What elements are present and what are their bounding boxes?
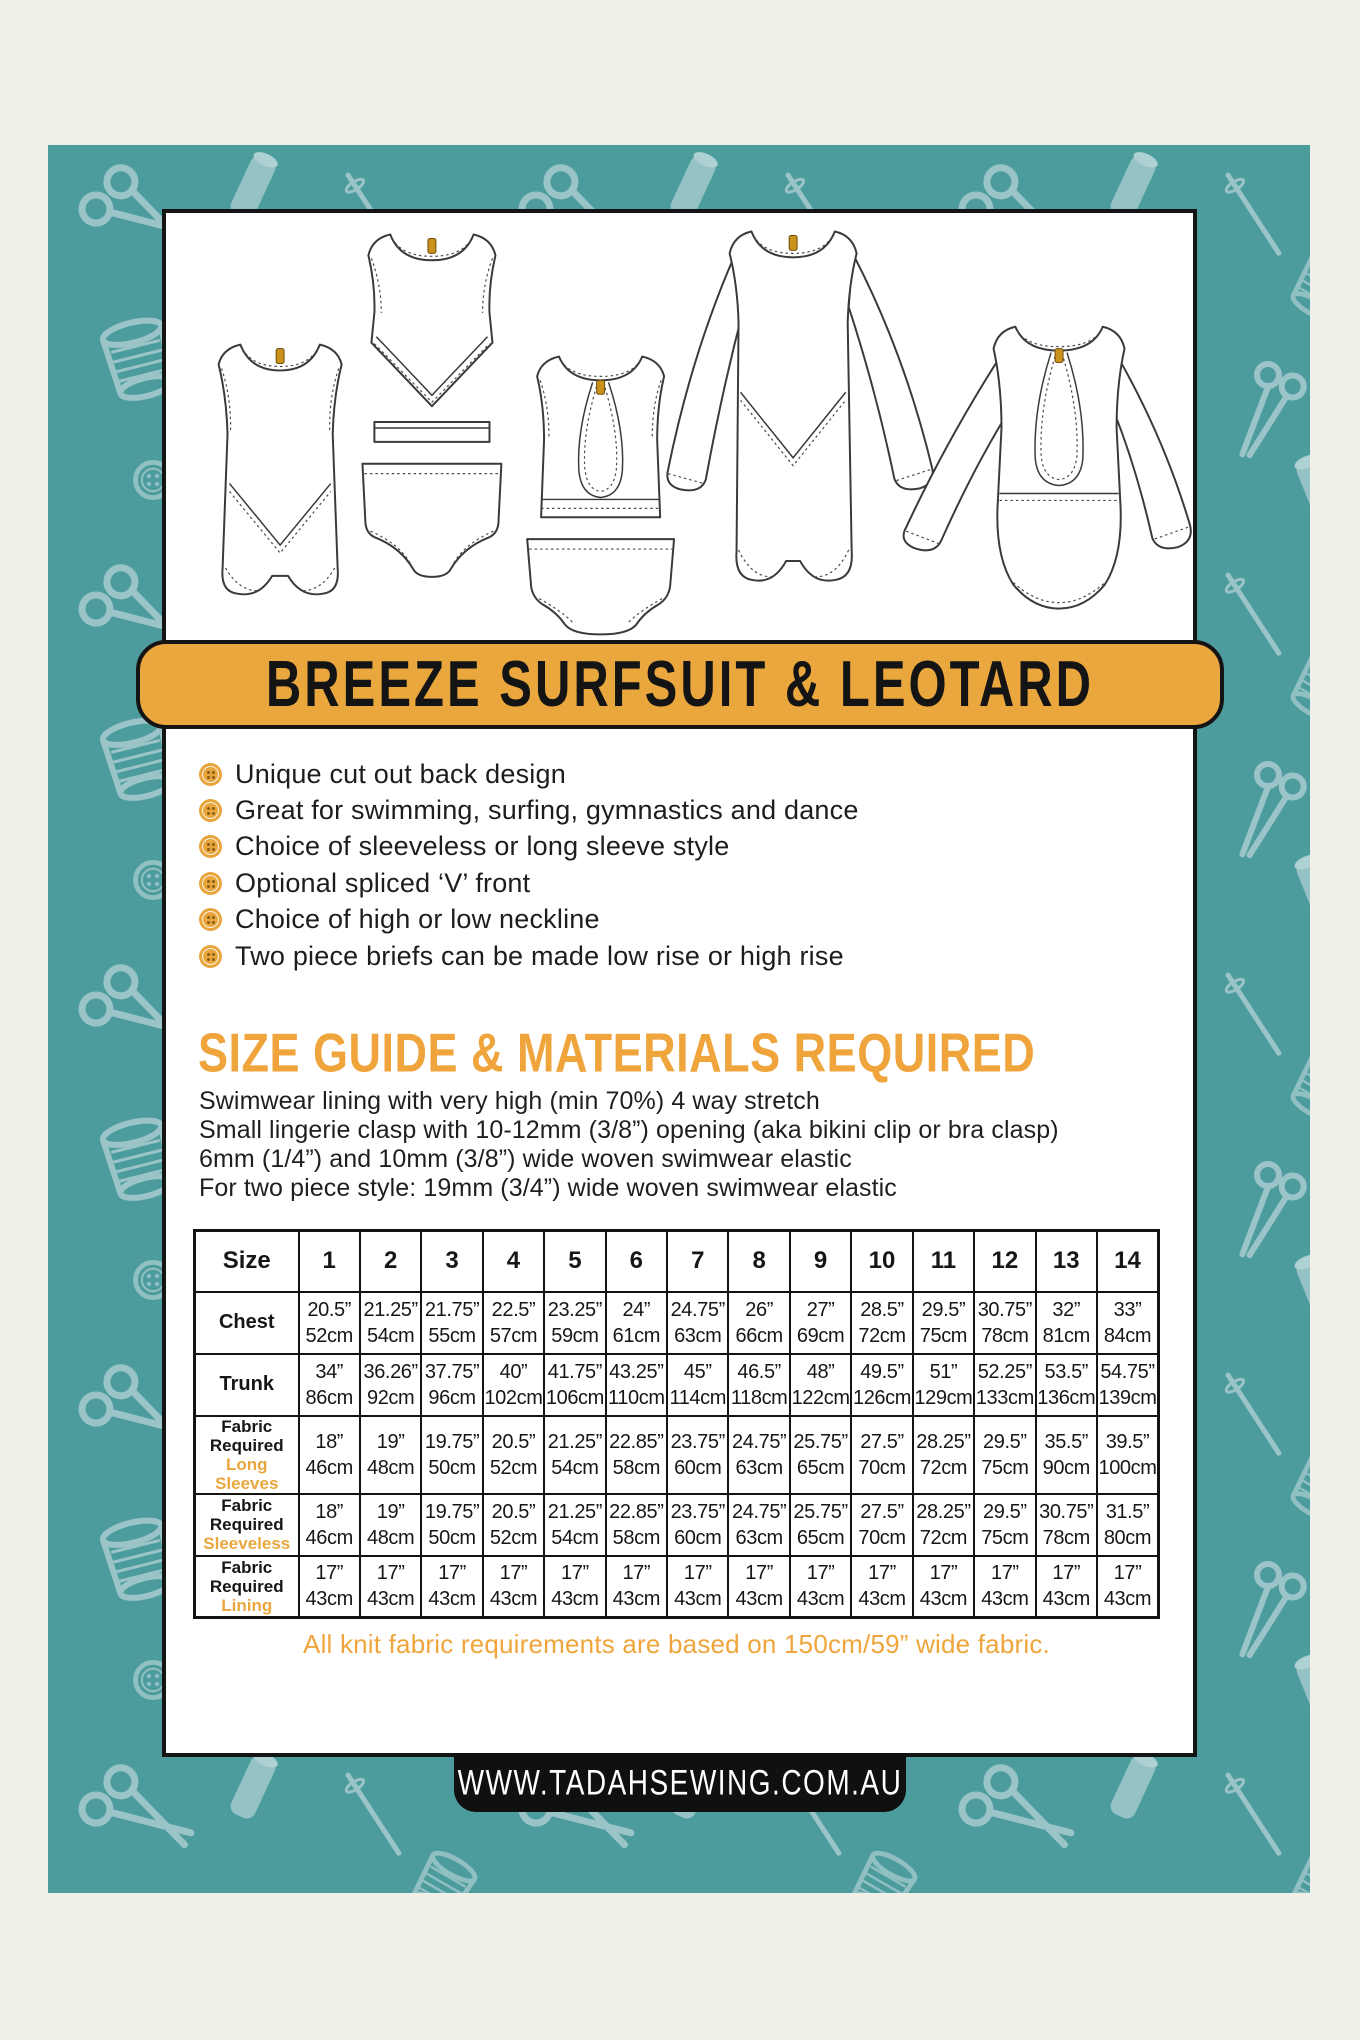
- website-url: WWW.TADAHSEWING.COM.AU: [457, 1762, 903, 1802]
- clasp-icon: [428, 238, 436, 253]
- table-cell: [728, 1292, 789, 1354]
- value-cm: 60cm: [674, 1456, 722, 1479]
- value-inches: 37.75”: [424, 1360, 480, 1383]
- value-cm: 57cm: [489, 1324, 538, 1347]
- value-cm: 43cm: [612, 1588, 660, 1611]
- value-inches: 25.75”: [793, 1430, 848, 1453]
- value-cm: 84cm: [1103, 1324, 1152, 1347]
- fabric-width-note: All knit fabric requirements are based on 150cm/59” wide fabric.: [303, 1629, 1050, 1659]
- table-cell: [360, 1494, 421, 1556]
- size-header-cell: 2: [360, 1231, 421, 1292]
- clasp-icon: [1055, 349, 1063, 363]
- size-guide-heading-text: SIZE GUIDE & MATERIALS REQUIRED: [198, 1021, 1036, 1084]
- size-guide-heading: [198, 1019, 1036, 1084]
- value-cm: 50cm: [428, 1456, 476, 1479]
- table-cell: [974, 1494, 1035, 1556]
- value-cm: 65cm: [796, 1526, 845, 1549]
- value-cm: 43cm: [428, 1588, 476, 1611]
- value-inches: 41.75”: [547, 1360, 603, 1383]
- table-cell: [974, 1354, 1035, 1416]
- value-inches: 17”: [929, 1562, 958, 1585]
- feature-list: [199, 756, 859, 974]
- drawing-crop-top-and-briefs-front: [362, 234, 501, 576]
- button-bullet-icon: [199, 835, 222, 858]
- feature-text: Choice of high or low neckline: [235, 904, 600, 935]
- value-inches: 17”: [438, 1562, 466, 1585]
- value-cm: 58cm: [612, 1456, 660, 1479]
- value-cm: 118cm: [730, 1386, 788, 1409]
- value-cm: 52cm: [489, 1456, 538, 1479]
- size-header-cell: 10: [851, 1231, 912, 1292]
- size-header-cell: 5: [544, 1231, 605, 1292]
- feature-item: [199, 865, 859, 901]
- value-inches: 21.75”: [424, 1298, 480, 1321]
- table-cell: [360, 1354, 421, 1416]
- feature-text: Optional spliced ‘V’ front: [235, 867, 531, 898]
- table-cell: [728, 1416, 789, 1494]
- value-cm: 86cm: [305, 1386, 353, 1409]
- value-cm: 55cm: [428, 1324, 476, 1347]
- value-cm: 43cm: [981, 1588, 1029, 1611]
- value-inches: 19”: [376, 1500, 405, 1523]
- garment-technical-drawings: [166, 215, 1193, 639]
- button-bullet-icon: [199, 799, 222, 822]
- value-inches: 17”: [806, 1562, 835, 1585]
- table-cell: [974, 1556, 1035, 1618]
- value-cm: 43cm: [858, 1588, 906, 1611]
- value-cm: 52cm: [305, 1324, 353, 1347]
- table-cell: [544, 1292, 605, 1354]
- value-cm: 52cm: [489, 1526, 538, 1549]
- table-cell: [790, 1292, 851, 1354]
- value-cm: 106cm: [545, 1386, 604, 1409]
- value-cm: 92cm: [366, 1386, 415, 1409]
- clasp-icon: [276, 349, 284, 364]
- value-inches: 19”: [376, 1430, 405, 1453]
- value-cm: 46cm: [305, 1456, 353, 1479]
- value-inches: 29.5”: [983, 1430, 1027, 1453]
- value-inches: 19.75”: [424, 1430, 480, 1453]
- content-card: [162, 209, 1197, 1757]
- table-cell: [667, 1354, 728, 1416]
- row-label: [195, 1494, 299, 1556]
- table-cell: [483, 1494, 544, 1556]
- materials-list: [199, 1087, 1059, 1203]
- table-cell: [1036, 1292, 1097, 1354]
- value-inches: 17”: [745, 1562, 774, 1585]
- table-row: [195, 1354, 1159, 1416]
- value-cm: 72cm: [919, 1456, 968, 1479]
- value-cm: 102cm: [484, 1386, 543, 1409]
- value-inches: 48”: [806, 1360, 835, 1383]
- table-cell: [667, 1556, 728, 1618]
- value-inches: 17”: [499, 1562, 528, 1585]
- table-cell: [483, 1292, 544, 1354]
- size-header-cell: 14: [1097, 1231, 1159, 1292]
- size-header-cell: 3: [421, 1231, 482, 1292]
- row-label-variant: Sleeveless: [203, 1534, 291, 1554]
- feature-item: [199, 792, 859, 828]
- value-cm: 72cm: [919, 1526, 968, 1549]
- table-cell: [299, 1292, 360, 1354]
- size-header-cell: 7: [667, 1231, 728, 1292]
- table-cell: [851, 1556, 912, 1618]
- value-cm: 48cm: [366, 1526, 415, 1549]
- value-inches: 30.75”: [977, 1298, 1032, 1321]
- row-label-text: Fabric Required: [209, 1557, 284, 1596]
- table-cell: [790, 1416, 851, 1494]
- value-cm: 69cm: [796, 1324, 845, 1347]
- value-inches: 45”: [683, 1360, 712, 1383]
- table-row: [195, 1292, 1159, 1354]
- value-inches: 24”: [622, 1298, 651, 1321]
- value-inches: 25.75”: [793, 1500, 848, 1523]
- value-cm: 50cm: [428, 1526, 476, 1549]
- row-label: [195, 1354, 299, 1416]
- row-label-variant: Lining: [221, 1595, 273, 1615]
- value-inches: 20.5”: [491, 1500, 536, 1523]
- table-cell: [1097, 1556, 1159, 1618]
- value-cm: 63cm: [735, 1456, 783, 1479]
- value-inches: 23.25”: [547, 1298, 603, 1321]
- table-cell: [606, 1292, 667, 1354]
- table-cell: [913, 1354, 974, 1416]
- value-cm: 70cm: [858, 1526, 906, 1549]
- value-inches: 46.5”: [737, 1360, 781, 1383]
- value-inches: 24.75”: [732, 1430, 787, 1453]
- value-inches: 17”: [376, 1562, 405, 1585]
- value-cm: 96cm: [428, 1386, 476, 1409]
- value-inches: 40”: [499, 1360, 528, 1383]
- table-cell: [544, 1556, 605, 1618]
- value-cm: 110cm: [608, 1386, 665, 1409]
- row-label-text: Chest: [218, 1311, 275, 1333]
- table-cell: [667, 1416, 728, 1494]
- value-cm: 81cm: [1042, 1324, 1090, 1347]
- table-cell: [728, 1494, 789, 1556]
- size-header-cell: 9: [790, 1231, 851, 1292]
- value-cm: 90cm: [1042, 1456, 1090, 1479]
- value-inches: 20.5”: [491, 1430, 536, 1453]
- value-inches: 22.85”: [609, 1500, 664, 1523]
- drawing-sleeveless-leotard-front: [219, 345, 342, 595]
- value-cm: 63cm: [735, 1526, 783, 1549]
- row-label: [195, 1416, 299, 1494]
- row-label: [195, 1292, 299, 1354]
- value-inches: 17”: [1052, 1562, 1081, 1585]
- materials-line: For two piece style: 19mm (3/4”) wide woven swimwear elastic: [199, 1174, 897, 1202]
- value-inches: 43.25”: [609, 1360, 664, 1383]
- table-cell: [1036, 1416, 1097, 1494]
- table-cell: [360, 1416, 421, 1494]
- table-cell: [667, 1292, 728, 1354]
- size-column-header: Size: [195, 1231, 299, 1292]
- table-cell: [299, 1354, 360, 1416]
- value-inches: 31.5”: [1105, 1500, 1150, 1523]
- table-cell: [483, 1416, 544, 1494]
- table-cell: [299, 1416, 360, 1494]
- size-header-cell: 1: [299, 1231, 360, 1292]
- table-cell: [790, 1494, 851, 1556]
- value-inches: 33”: [1113, 1298, 1142, 1321]
- value-inches: 27.5”: [860, 1430, 904, 1453]
- value-inches: 36.26”: [363, 1360, 418, 1383]
- table-cell: [913, 1292, 974, 1354]
- table-cell: [421, 1556, 482, 1618]
- value-cm: 80cm: [1103, 1526, 1152, 1549]
- table-row: [195, 1556, 1159, 1618]
- value-inches: 28.25”: [916, 1430, 971, 1453]
- row-label-text: Fabric Required: [209, 1496, 284, 1535]
- size-header-cell: 8: [728, 1231, 789, 1292]
- table-cell: [1036, 1354, 1097, 1416]
- button-bullet-icon: [199, 945, 222, 968]
- table-cell: [974, 1416, 1035, 1494]
- table-cell: [728, 1556, 789, 1618]
- drawing-long-sleeve-surfsuit-back: [904, 327, 1191, 609]
- title-banner: [136, 640, 1224, 729]
- feature-text: Unique cut out back design: [235, 758, 566, 789]
- table-cell: [421, 1494, 482, 1556]
- value-inches: 21.25”: [363, 1298, 418, 1321]
- table-cell: [974, 1292, 1035, 1354]
- value-inches: 24.75”: [732, 1500, 787, 1523]
- table-cell: [913, 1416, 974, 1494]
- value-cm: 66cm: [735, 1324, 783, 1347]
- value-inches: 29.5”: [921, 1298, 966, 1321]
- value-inches: 35.5”: [1044, 1430, 1089, 1453]
- drawing-back-top-keyhole-and-briefs-back: [527, 357, 674, 635]
- table-cell: [1097, 1416, 1159, 1494]
- value-cm: 75cm: [981, 1526, 1029, 1549]
- feature-text: Great for swimming, surfing, gymnastics and dance: [235, 795, 859, 826]
- value-cm: 114cm: [669, 1386, 727, 1409]
- table-cell: [1036, 1494, 1097, 1556]
- table-cell: [360, 1292, 421, 1354]
- table-cell: [544, 1416, 605, 1494]
- value-cm: 60cm: [674, 1526, 722, 1549]
- value-cm: 70cm: [858, 1456, 906, 1479]
- feature-item: [199, 756, 859, 792]
- value-inches: 17”: [868, 1562, 896, 1585]
- value-cm: 43cm: [796, 1588, 845, 1611]
- row-label-text: Fabric Required: [209, 1416, 284, 1455]
- value-cm: 75cm: [919, 1324, 968, 1347]
- value-inches: 28.5”: [860, 1298, 904, 1321]
- value-inches: 26”: [745, 1298, 774, 1321]
- table-cell: [851, 1354, 912, 1416]
- value-cm: 43cm: [735, 1588, 783, 1611]
- value-inches: 49.5”: [860, 1360, 904, 1383]
- table-cell: [299, 1494, 360, 1556]
- table-cell: [421, 1416, 482, 1494]
- value-cm: 100cm: [1098, 1456, 1157, 1479]
- table-cell: [667, 1494, 728, 1556]
- value-cm: 43cm: [919, 1588, 968, 1611]
- value-cm: 43cm: [305, 1588, 353, 1611]
- size-header-cell: 4: [483, 1231, 544, 1292]
- value-inches: 27”: [806, 1298, 835, 1321]
- value-inches: 34”: [315, 1360, 344, 1383]
- value-inches: 30.75”: [1039, 1500, 1094, 1523]
- table-cell: [606, 1354, 667, 1416]
- value-cm: 43cm: [551, 1588, 599, 1611]
- value-cm: 126cm: [852, 1386, 912, 1409]
- value-inches: 52.25”: [977, 1360, 1032, 1383]
- value-inches: 27.5”: [860, 1500, 904, 1523]
- table-cell: [851, 1494, 912, 1556]
- table-cell: [913, 1494, 974, 1556]
- value-cm: 133cm: [975, 1386, 1034, 1409]
- value-cm: 43cm: [1042, 1588, 1090, 1611]
- value-inches: 17”: [561, 1562, 589, 1585]
- row-label-text: Trunk: [219, 1373, 274, 1395]
- row-label: [195, 1556, 299, 1618]
- value-inches: 17”: [1113, 1562, 1142, 1585]
- value-cm: 75cm: [981, 1456, 1029, 1479]
- value-inches: 18”: [315, 1500, 344, 1523]
- value-cm: 122cm: [791, 1386, 850, 1409]
- value-cm: 61cm: [612, 1324, 660, 1347]
- table-cell: [421, 1292, 482, 1354]
- table-cell: [606, 1416, 667, 1494]
- value-inches: 17”: [315, 1562, 344, 1585]
- value-inches: 20.5”: [307, 1298, 351, 1321]
- value-cm: 65cm: [796, 1456, 845, 1479]
- value-inches: 29.5”: [983, 1500, 1027, 1523]
- table-cell: [606, 1494, 667, 1556]
- clasp-icon: [789, 235, 797, 250]
- drawing-long-sleeve-surfsuit-front: [667, 232, 932, 581]
- table-cell: [1097, 1354, 1159, 1416]
- table-cell: [544, 1494, 605, 1556]
- value-inches: 24.75”: [670, 1298, 725, 1321]
- feature-text: Choice of sleeveless or long sleeve style: [235, 831, 730, 862]
- value-cm: 43cm: [1103, 1588, 1152, 1611]
- value-inches: 32”: [1052, 1298, 1081, 1321]
- button-bullet-icon: [199, 763, 222, 786]
- value-inches: 54.75”: [1100, 1360, 1155, 1383]
- value-inches: 18”: [315, 1430, 344, 1453]
- value-cm: 72cm: [858, 1324, 906, 1347]
- feature-item: [199, 938, 859, 974]
- value-inches: 17”: [622, 1562, 651, 1585]
- size-header-cell: 6: [606, 1231, 667, 1292]
- size-header-cell: 13: [1036, 1231, 1097, 1292]
- table-row: [195, 1494, 1159, 1556]
- value-inches: 21.25”: [547, 1500, 603, 1523]
- pattern-title: BREEZE SURFSUIT & LEOTARD: [265, 648, 1095, 721]
- value-cm: 43cm: [674, 1588, 722, 1611]
- table-cell: [1097, 1292, 1159, 1354]
- table-cell: [299, 1556, 360, 1618]
- table-cell: [851, 1292, 912, 1354]
- clasp-icon: [597, 380, 605, 394]
- size-header-cell: 12: [974, 1231, 1035, 1292]
- table-row: [195, 1416, 1159, 1494]
- value-cm: 59cm: [551, 1324, 599, 1347]
- value-inches: 22.85”: [609, 1430, 664, 1453]
- value-cm: 78cm: [981, 1324, 1029, 1347]
- value-inches: 17”: [683, 1562, 712, 1585]
- table-cell: [913, 1556, 974, 1618]
- materials-line: Swimwear lining with very high (min 70%) 4 way stretch: [199, 1087, 820, 1115]
- value-cm: 46cm: [305, 1526, 353, 1549]
- table-cell: [483, 1556, 544, 1618]
- value-inches: 28.25”: [916, 1500, 971, 1523]
- value-inches: 19.75”: [424, 1500, 480, 1523]
- table-cell: [790, 1556, 851, 1618]
- row-label-variant: Long Sleeves: [215, 1454, 279, 1493]
- table-cell: [1036, 1556, 1097, 1618]
- value-cm: 58cm: [612, 1526, 660, 1549]
- button-bullet-icon: [199, 908, 222, 931]
- value-cm: 63cm: [674, 1324, 722, 1347]
- value-cm: 54cm: [366, 1324, 415, 1347]
- value-cm: 48cm: [366, 1456, 415, 1479]
- value-inches: 51”: [929, 1360, 958, 1383]
- table-cell: [606, 1556, 667, 1618]
- value-cm: 129cm: [914, 1386, 973, 1409]
- button-bullet-icon: [199, 872, 222, 895]
- table-cell: [544, 1354, 605, 1416]
- value-inches: 39.5”: [1105, 1430, 1150, 1453]
- table-cell: [360, 1556, 421, 1618]
- table-cell: [421, 1354, 482, 1416]
- value-inches: 22.5”: [491, 1298, 536, 1321]
- table-cell: [851, 1416, 912, 1494]
- value-cm: 43cm: [489, 1588, 538, 1611]
- value-inches: 23.75”: [670, 1430, 725, 1453]
- website-banner: [454, 1753, 906, 1812]
- value-cm: 78cm: [1042, 1526, 1090, 1549]
- table-cell: [728, 1354, 789, 1416]
- feature-item: [199, 902, 859, 938]
- feature-item: [199, 829, 859, 865]
- value-cm: 139cm: [1098, 1386, 1157, 1409]
- value-inches: 21.25”: [547, 1430, 603, 1453]
- value-cm: 43cm: [366, 1588, 415, 1611]
- value-cm: 54cm: [551, 1456, 599, 1479]
- value-cm: 136cm: [1037, 1386, 1096, 1409]
- table-cell: [1097, 1494, 1159, 1556]
- value-inches: 17”: [990, 1562, 1019, 1585]
- size-table: [193, 1229, 1160, 1619]
- size-header-cell: 11: [913, 1231, 974, 1292]
- materials-line: Small lingerie clasp with 10-12mm (3/8”) opening (aka bikini clip or bra clasp): [199, 1116, 1059, 1144]
- feature-text: Two piece briefs can be made low rise or high rise: [235, 940, 844, 971]
- value-inches: 53.5”: [1044, 1360, 1089, 1383]
- table-cell: [790, 1354, 851, 1416]
- value-inches: 23.75”: [670, 1500, 725, 1523]
- value-cm: 54cm: [551, 1526, 599, 1549]
- materials-line: 6mm (1/4”) and 10mm (3/8”) wide woven swimwear elastic: [199, 1145, 852, 1173]
- table-cell: [483, 1354, 544, 1416]
